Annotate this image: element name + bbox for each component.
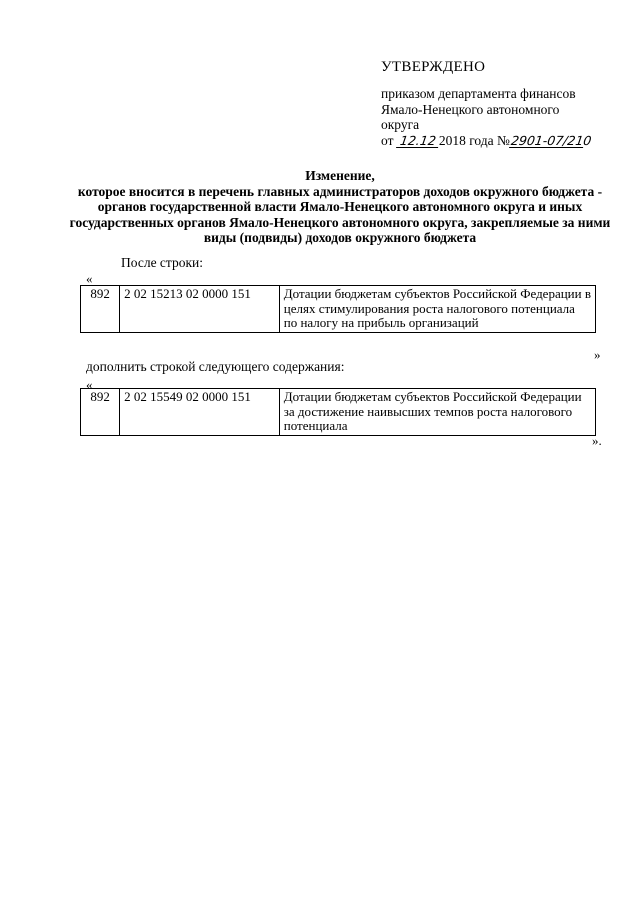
table-row [81,286,596,333]
date-prefix: от [381,132,394,148]
existing-row-table [80,285,596,333]
revenue-description-cell: Дотации бюджетам субъектов Российской Федерации за достижение наивысших темпов роста налогового потенциала [279,389,595,436]
date-suffix: 2018 года № [438,132,510,148]
admin-code-cell: 892 [81,286,120,333]
approved-order-line-3: округа [381,117,420,132]
new-row-table [80,388,596,436]
approved-order-line-2: Ямало-Ненецкого автономного [381,101,560,117]
approved-date-line [381,133,621,149]
approved-title: УТВЕРЖДЕНО [381,59,486,75]
document-subtitle: которое вносится в перечень главных администраторов доходов окружного бюджета - органов государственной власти Ямало-Ненецкого автономного округа и иных государственных органов Ямало-Ненецкого автономного округа, закрепляемые за ними виды (подвиды) доходов окружного бюджета [69,183,611,245]
kbk-code-cell: 2 02 15549 02 0000 151 [120,389,280,436]
handwritten-date: 12.12 [396,134,440,148]
approved-order-line-1: приказом департамента финансов [381,86,576,101]
approval-stamp-block [381,58,621,148]
revenue-description-cell: Дотации бюджетам субъектов Российской Федерации в целях стимулирования роста налогового потенциала по налогу на прибыль организаций [279,286,595,333]
admin-code-cell: 892 [81,389,120,436]
document-title: Изменение, [305,168,375,183]
intro-text: После строки: [121,255,204,270]
table-row [81,389,596,436]
document-heading [60,168,620,246]
quote-close-1: » [594,347,601,362]
quote-close-final: ». [592,433,602,448]
quote-open-1: « [86,271,93,286]
kbk-code-cell: 2 02 15213 02 0000 151 [120,286,280,333]
handwritten-order-number: 2901-07/210 [509,132,593,148]
quote-open-2: « [86,377,93,392]
middle-text: дополнить строкой следующего содержания: [86,359,345,374]
